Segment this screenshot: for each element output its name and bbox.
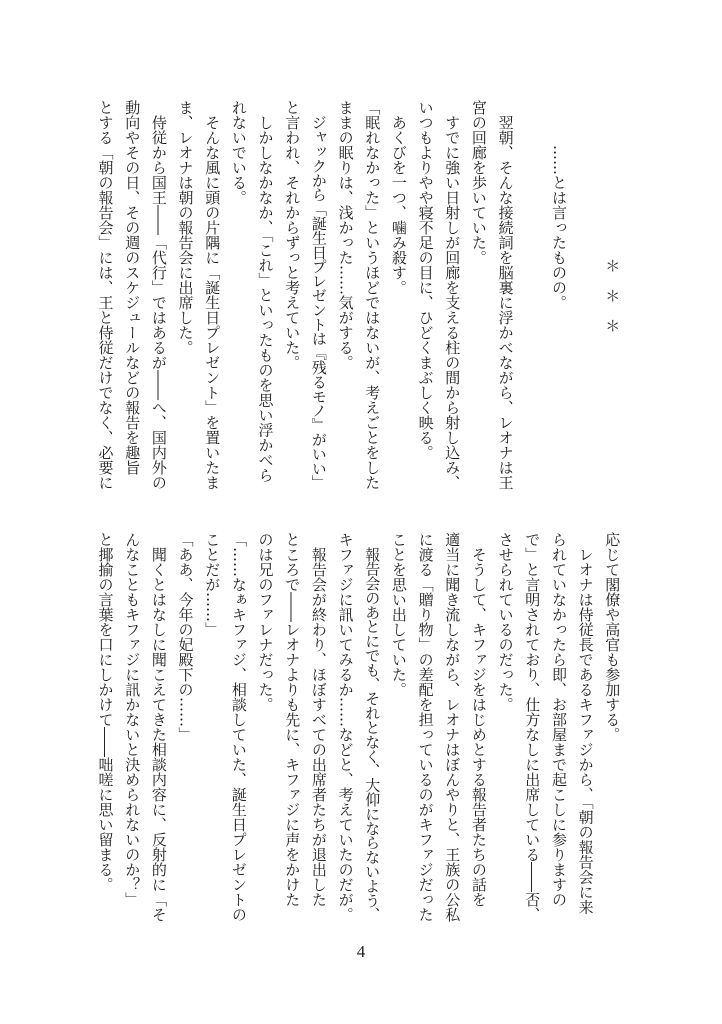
text-line: キファジに訊いてみるか……などと、考えていたのだが。 [336, 532, 355, 922]
text-line: ところで――レオナよりも先に、キファジに声をかけた [283, 532, 302, 907]
bottom-text-block [92, 532, 626, 922]
text-line: 聞くとはなしに聞こえてきた相談内容に、反射的に「そ [149, 547, 168, 922]
text-line: と揶揄の言葉を口にしかけて――咄嗟に思い留まる。 [96, 532, 115, 892]
top-text-block [92, 100, 626, 490]
text-line: 動向やその日、その週のスケジュールなどの報告を趣旨 [123, 100, 142, 475]
text-line: そんな風に頭の片隅に「誕生日プレゼント」を置いたま [203, 115, 222, 490]
text-line: あくびを一つ、噛み殺す。 [389, 115, 408, 295]
text-line: んなこともキファジに訊かないと決められないのか？」 [123, 532, 142, 907]
text-line: ことを思い出していた。 [389, 532, 408, 697]
text-line: れないでいる。 [229, 100, 248, 205]
text-line: 翌朝、そんな接続詞を脳裏に浮かべながら、レオナは王 [496, 115, 515, 490]
text-line: 「眠れなかった」というほどではないが、考えごとをした [363, 100, 382, 490]
page-number: 4 [356, 942, 366, 961]
blank-column [519, 100, 546, 490]
text-line: しかしなかなか、「これ」といったものを思い浮かべら [256, 115, 275, 483]
text-line: 報告会が終わり、ほぼすべての出席者たちが退出した [309, 547, 328, 907]
text-line: させられているのだった。 [496, 532, 515, 712]
text-line: ジャックから「誕生日プレゼントは『残るモノ』がいい」 [309, 115, 328, 490]
text-line: に渡る「贈り物」の差配を担っているのがキファジだった [416, 532, 435, 922]
text-line: とする「朝の報告会」には、王と侍従だけでなく、必要に [96, 100, 115, 490]
text-line: 応じて閣僚や高官も参加する。 [603, 532, 622, 742]
text-line: ままの眠りは、浅かった……気がする。 [336, 100, 355, 370]
scene-break-asterisks: ＊＊＊ [603, 257, 622, 348]
text-line: と言われ、それからずっと考えていた。 [283, 100, 302, 370]
text-line: そうして、キファジをはじめとする報告者たちの話を [469, 547, 488, 907]
text-line: 侍従から国王――「代行」ではあるが――へ、国内外の [149, 115, 168, 490]
text-line: いつもよりやや寝不足の目に、ひどくまぶしく映る。 [416, 100, 435, 460]
blank-column [572, 100, 599, 490]
text-line: 宮の回廊を歩いていた。 [469, 100, 488, 265]
text-line: 報告会のあとにでも、それとなく、大仰にならないよう、 [363, 547, 382, 922]
text-line: すでに強い日射しが回廊を支える柱の間から射し込み、 [443, 115, 462, 490]
text-line: 適当に聞き流しながら、レオナはぼんやりと、王族の公私 [443, 532, 462, 922]
text-line: レオナは侍従長であるキファジから、「朝の報告会に来 [576, 547, 595, 915]
text-line: 「……なぁキファジ、相談していた、誕生日プレゼントの [229, 532, 248, 922]
text-line: 「ああ、今年の妃殿下の……」 [176, 532, 195, 742]
text-line: られていなかったら即、お部屋まで起こしに参りますの [549, 532, 568, 907]
text-line: ……とは言ったものの。 [549, 145, 568, 310]
text-line: で」と言明されており、仕方なしに出席している――否、 [523, 532, 542, 922]
text-line: ま、レオナは朝の報告会に出席した。 [176, 100, 195, 355]
text-line: のは兄のファレナだった。 [256, 532, 275, 712]
text-line: ことだが……」 [203, 532, 222, 637]
